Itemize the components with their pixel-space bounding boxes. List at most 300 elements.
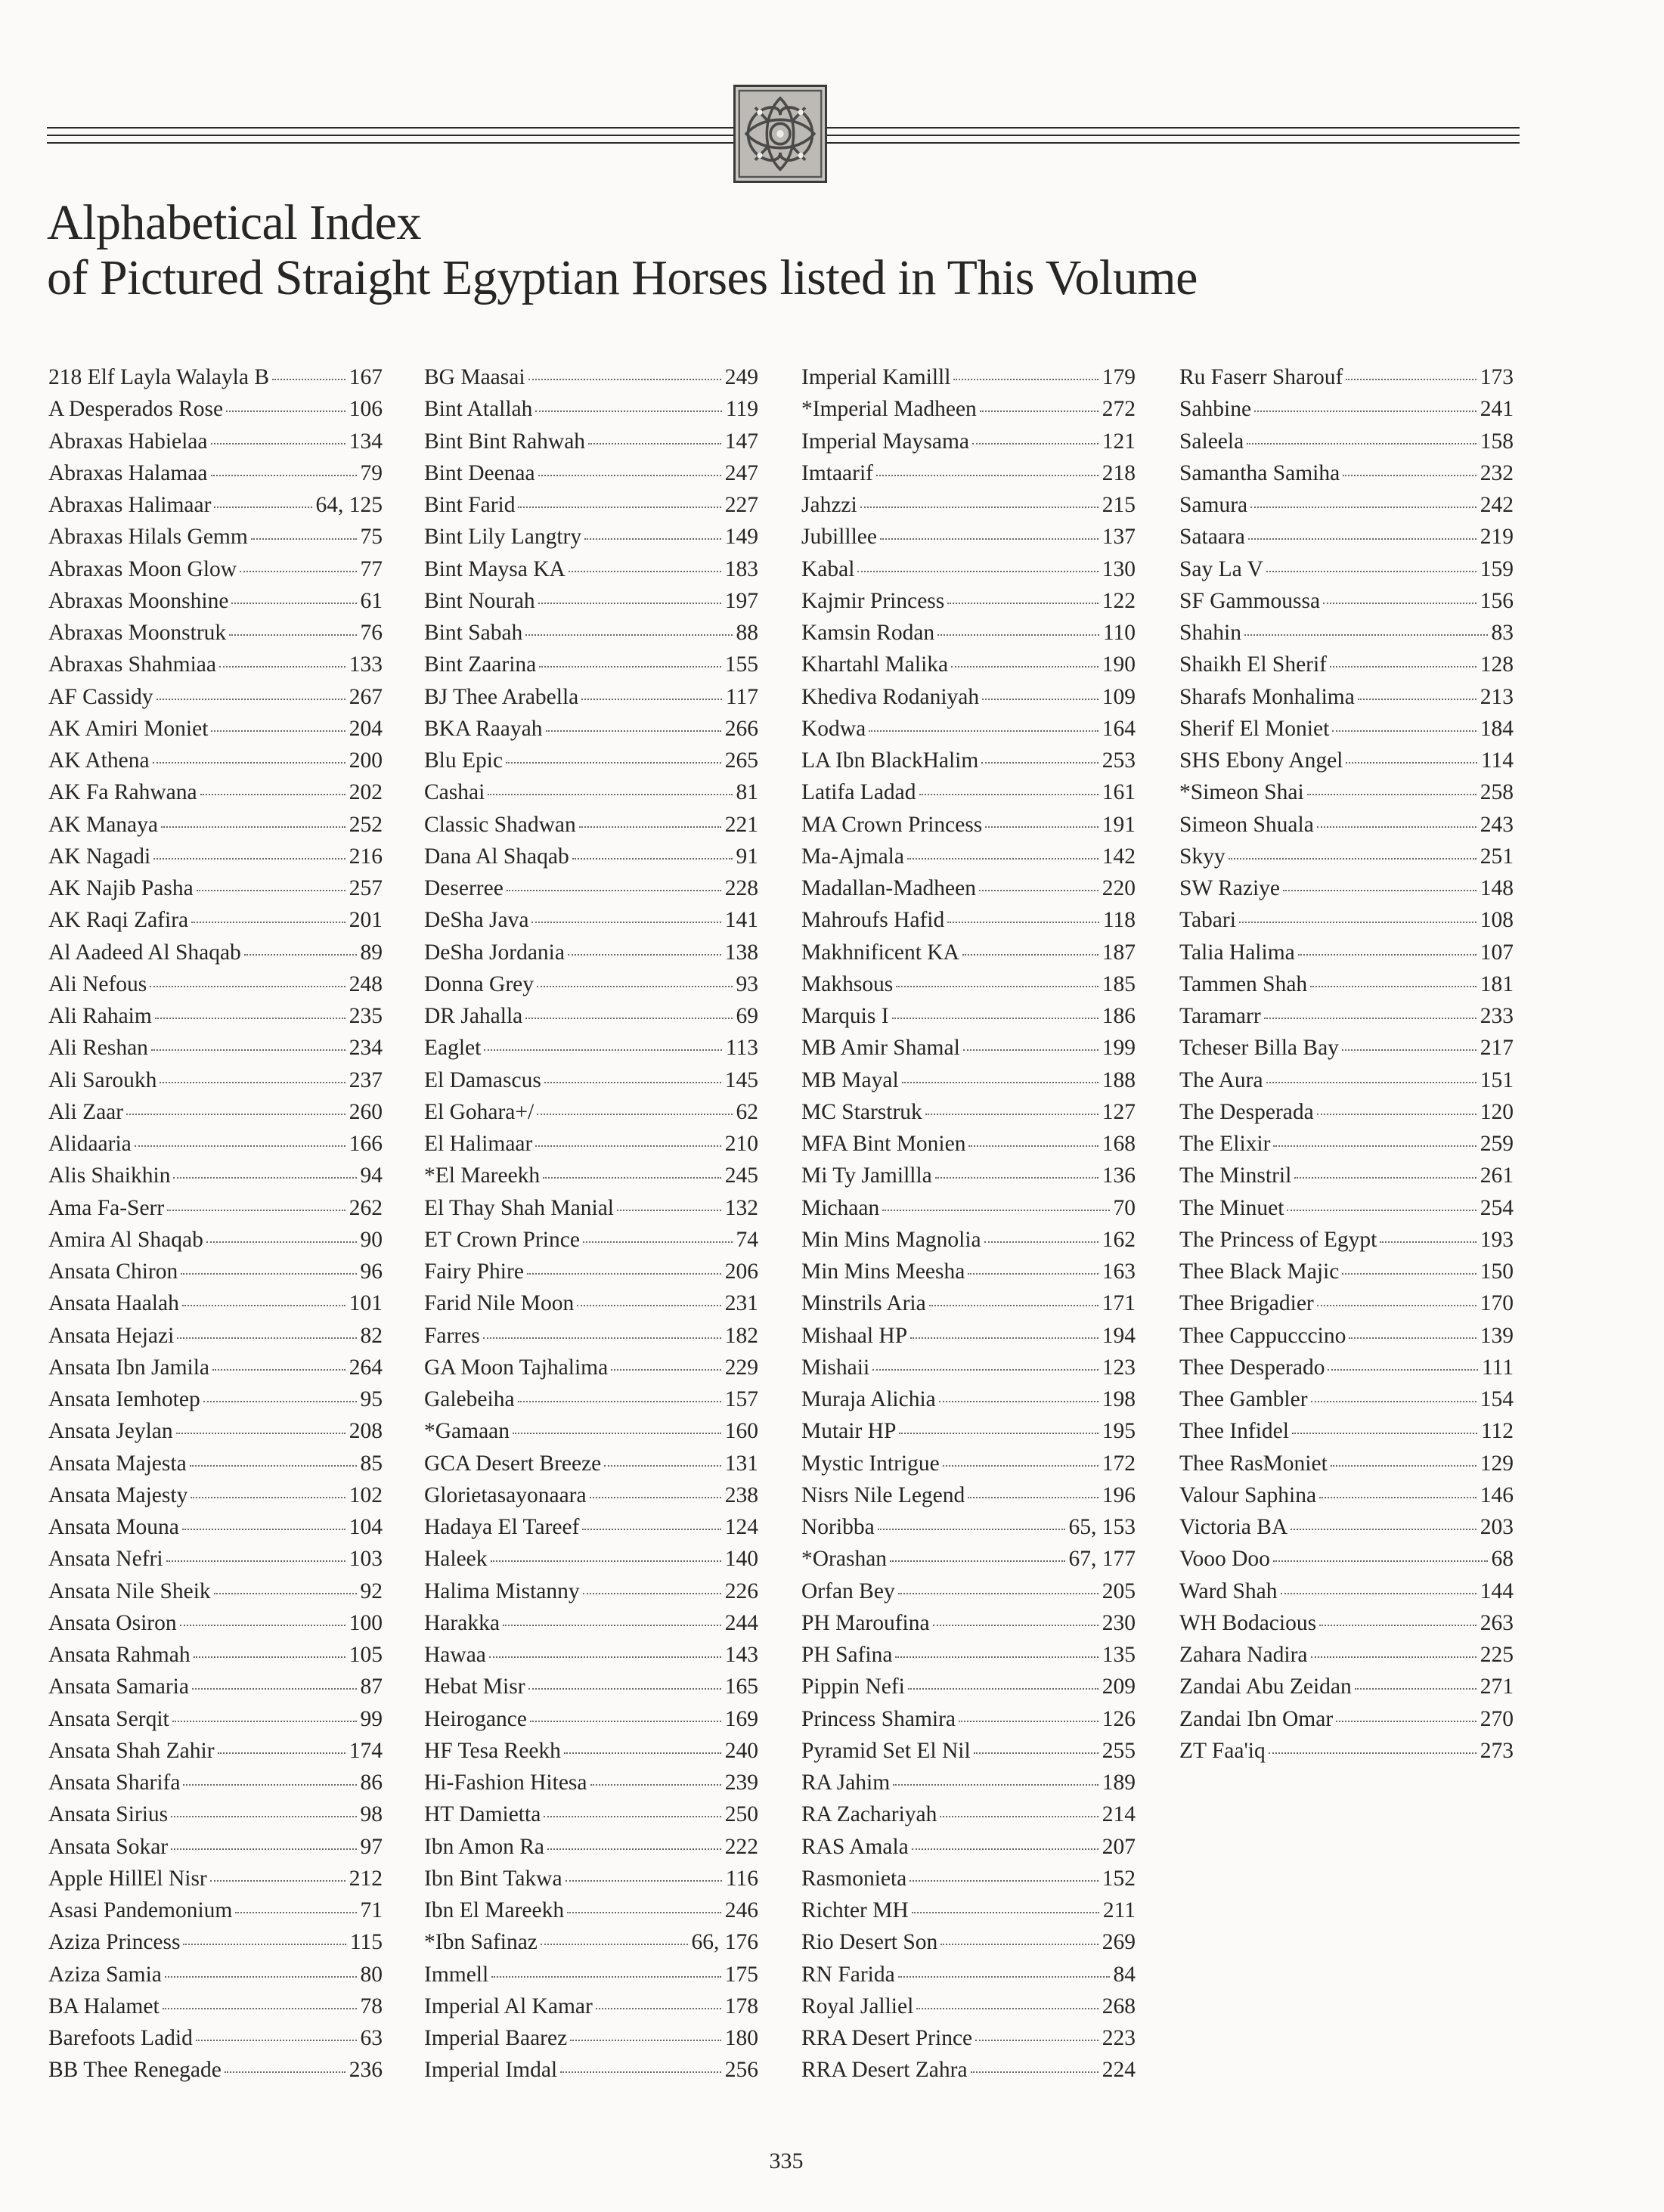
- page-reference: 238: [724, 1482, 758, 1507]
- horse-name: AK Nagadi: [48, 844, 151, 869]
- dot-leader: [203, 1401, 357, 1402]
- page-reference: 146: [1480, 1482, 1514, 1507]
- dot-leader: [525, 634, 732, 636]
- index-entry: [1179, 681, 1514, 713]
- dot-leader: [1358, 699, 1477, 700]
- horse-name: PH Maroufina: [801, 1610, 930, 1635]
- page-reference: 206: [724, 1259, 758, 1284]
- dot-leader: [1343, 475, 1477, 476]
- index-entry: [801, 776, 1136, 808]
- index-entry: [424, 1607, 758, 1639]
- horse-name: Noribba: [801, 1515, 875, 1539]
- page-reference: 175: [724, 1962, 758, 1987]
- page-reference: 108: [1480, 908, 1514, 933]
- horse-name: El Thay Shah Manial: [424, 1195, 614, 1220]
- dot-leader: [1244, 634, 1488, 636]
- dot-leader: [161, 826, 346, 828]
- index-entry: [424, 1128, 758, 1160]
- page-reference: 131: [724, 1451, 758, 1476]
- index-entry: [1179, 713, 1514, 745]
- index-entry: [1179, 617, 1514, 649]
- page-reference: 123: [1102, 1355, 1136, 1380]
- horse-name: Tabari: [1179, 908, 1236, 933]
- index-entry: [424, 1926, 758, 1958]
- dot-leader: [211, 730, 345, 732]
- index-entry: [424, 426, 758, 457]
- horse-name: Heirogance: [424, 1706, 527, 1731]
- page-reference: 84: [1113, 1962, 1136, 1987]
- horse-name: Alis Shaikhin: [48, 1163, 171, 1188]
- index-entry: [424, 649, 758, 680]
- page-reference: 272: [1102, 397, 1136, 422]
- dot-leader: [878, 1529, 1065, 1530]
- horse-name: Ama Fa-Serr: [48, 1195, 165, 1220]
- horse-name: Valour Saphina: [1179, 1482, 1317, 1507]
- dot-leader: [560, 2071, 721, 2073]
- dot-leader: [191, 922, 346, 923]
- horse-name: Donna Grey: [424, 971, 534, 996]
- page-reference: 70: [1113, 1195, 1136, 1220]
- horse-name: The Elixir: [1179, 1132, 1271, 1156]
- horse-name: Mystic Intrigue: [801, 1451, 940, 1476]
- horse-name: Sahbine: [1179, 397, 1252, 422]
- dot-leader: [572, 858, 733, 860]
- horse-name: Thee Gambler: [1179, 1387, 1308, 1411]
- page-reference: 212: [349, 1866, 383, 1891]
- horse-name: Ali Reshan: [48, 1036, 148, 1061]
- dot-leader: [1328, 1369, 1477, 1371]
- horse-name: Mutair HP: [801, 1419, 897, 1444]
- dot-leader: [171, 1848, 356, 1850]
- horse-name: Imperial Kamilll: [801, 365, 951, 389]
- horse-name: RN Farida: [801, 1962, 895, 1987]
- horse-name: Ansata Osiron: [48, 1610, 177, 1635]
- dot-leader: [518, 1401, 721, 1402]
- dot-leader: [1319, 1497, 1477, 1498]
- dot-leader: [583, 1241, 733, 1243]
- page-reference: 269: [1102, 1930, 1136, 1955]
- page-reference: 67, 177: [1068, 1547, 1136, 1572]
- page-reference: 160: [724, 1419, 758, 1444]
- horse-name: BA Halamet: [48, 1994, 160, 2018]
- index-entry: [801, 1352, 1136, 1383]
- page-reference: 214: [1102, 1802, 1136, 1827]
- horse-name: PH Safina: [801, 1643, 893, 1667]
- horse-name: Saleela: [1179, 429, 1244, 454]
- page-reference: 152: [1102, 1866, 1136, 1891]
- page-reference: 85: [360, 1451, 383, 1476]
- horse-name: Ru Faserr Sharouf: [1179, 365, 1343, 389]
- dot-leader: [972, 443, 1098, 445]
- page-reference: 130: [1102, 556, 1136, 581]
- horse-name: Rasmonieta: [801, 1866, 907, 1891]
- page-reference: 242: [1480, 493, 1514, 517]
- page-reference: 133: [349, 652, 383, 677]
- index-entry: [424, 1160, 758, 1191]
- index-entry: [801, 1575, 1136, 1607]
- page-reference: 182: [724, 1323, 758, 1348]
- dot-leader: [1266, 571, 1477, 572]
- dot-leader: [892, 1018, 1098, 1019]
- index-entry: [424, 489, 758, 521]
- index-entry: [1179, 553, 1514, 585]
- horse-name: Imtaarif: [801, 460, 873, 485]
- page-reference: 204: [349, 716, 383, 741]
- horse-name: Richter MH: [801, 1898, 909, 1922]
- index-entry: [801, 1287, 1136, 1319]
- index-entry: [424, 841, 758, 872]
- dot-leader: [1317, 1305, 1477, 1306]
- celtic-knot-ornament-icon: [733, 85, 827, 183]
- page-reference: 89: [360, 940, 383, 965]
- page-reference: 207: [1102, 1834, 1136, 1859]
- index-entry: [1179, 1224, 1514, 1256]
- title-line-1: Alphabetical Index: [47, 195, 421, 250]
- page-reference: 253: [1102, 748, 1136, 773]
- horse-name: Abraxas Hilals Gemm: [48, 525, 248, 550]
- horse-name: Min Mins Magnolia: [801, 1227, 981, 1252]
- index-entry: [801, 968, 1136, 1000]
- page-reference: 217: [1480, 1036, 1514, 1061]
- page-reference: 151: [1480, 1067, 1514, 1092]
- index-entry: [48, 1959, 383, 1990]
- dot-leader: [183, 1944, 346, 1945]
- index-entry: [801, 1383, 1136, 1415]
- dot-leader: [1349, 1337, 1476, 1339]
- page-reference: 179: [1102, 365, 1136, 389]
- index-entry: [424, 713, 758, 745]
- page-reference: 218: [1102, 460, 1136, 485]
- page-reference: 178: [724, 1994, 758, 2018]
- dot-leader: [1342, 1049, 1477, 1051]
- horse-name: Ibn El Mareekh: [424, 1898, 565, 1922]
- page-reference: 230: [1102, 1610, 1136, 1635]
- index-entry: [1179, 841, 1514, 872]
- dot-leader: [935, 1177, 1098, 1179]
- horse-name: GA Moon Tajhalima: [424, 1355, 609, 1380]
- horse-name: The Aura: [1179, 1067, 1263, 1092]
- dot-leader: [537, 1114, 732, 1115]
- index-entry: [424, 1415, 758, 1447]
- index-entry: [1179, 1479, 1514, 1511]
- horse-name: Bint Farid: [424, 493, 516, 517]
- page-reference: 134: [349, 429, 383, 454]
- page-reference: 273: [1480, 1738, 1514, 1763]
- dot-leader: [537, 986, 733, 987]
- dot-leader: [547, 1848, 721, 1850]
- dot-leader: [225, 2071, 346, 2073]
- page-reference: 199: [1102, 1036, 1136, 1061]
- page-reference: 249: [724, 365, 758, 389]
- horse-name: Zandai Ibn Omar: [1179, 1706, 1334, 1731]
- horse-name: Imperial Imdal: [424, 2058, 558, 2083]
- dot-leader: [211, 475, 357, 476]
- page-reference: 83: [1491, 621, 1514, 645]
- dot-leader: [912, 1912, 1099, 1913]
- horse-name: Tammen Shah: [1179, 971, 1308, 996]
- dot-leader: [959, 1721, 1098, 1722]
- index-entry: [48, 1224, 383, 1256]
- index-entry: [801, 1990, 1136, 2022]
- dot-leader: [1317, 826, 1477, 828]
- index-entry: [48, 713, 383, 745]
- horse-name: Mi Ty Jamillla: [801, 1163, 932, 1188]
- dot-leader: [176, 1433, 346, 1434]
- index-entry: [801, 585, 1136, 617]
- index-entry: [801, 1320, 1136, 1352]
- dot-leader: [582, 1529, 720, 1530]
- horse-name: GCA Desert Breeze: [424, 1451, 602, 1476]
- dot-leader: [896, 986, 1098, 987]
- dot-leader: [1323, 603, 1477, 604]
- dot-leader: [488, 794, 732, 795]
- horse-name: Vooo Doo: [1179, 1547, 1270, 1572]
- dot-leader: [584, 538, 721, 540]
- page-reference: 82: [360, 1323, 383, 1348]
- dot-leader: [617, 1210, 721, 1211]
- dot-leader: [150, 986, 345, 987]
- horse-name: Ansata Nefri: [48, 1547, 163, 1572]
- horse-name: El Halimaar: [424, 1132, 533, 1156]
- page-reference: 87: [360, 1674, 383, 1699]
- horse-name: MB Amir Shamal: [801, 1036, 960, 1061]
- index-entry: [48, 745, 383, 776]
- horse-name: Bint Atallah: [424, 397, 533, 422]
- index-entry: [48, 1990, 383, 2022]
- index-entry: [801, 1735, 1136, 1767]
- page-reference: 116: [725, 1866, 758, 1891]
- dot-leader: [1281, 1593, 1477, 1594]
- horse-name: RA Jahim: [801, 1771, 891, 1795]
- index-entry: [1179, 1671, 1514, 1702]
- horse-name: DeSha Java: [424, 908, 529, 933]
- index-entry: [801, 1671, 1136, 1702]
- page-reference: 114: [1480, 748, 1514, 773]
- horse-name: Hebat Misr: [424, 1674, 525, 1699]
- dot-leader: [483, 1337, 721, 1339]
- page-reference: 148: [1480, 876, 1514, 900]
- dot-leader: [979, 890, 1098, 891]
- dot-leader: [982, 699, 1098, 700]
- page-reference: 143: [724, 1643, 758, 1667]
- dot-leader: [535, 410, 721, 412]
- index-entry: [801, 1479, 1136, 1511]
- dot-leader: [1294, 1177, 1476, 1179]
- index-entry: [48, 841, 383, 872]
- index-entry: [801, 1448, 1136, 1479]
- horse-name: Ansata Iemhotep: [48, 1387, 200, 1411]
- dot-leader: [491, 1560, 721, 1562]
- horse-name: Ma-Ajmala: [801, 844, 904, 869]
- page-reference: 63: [360, 2026, 383, 2050]
- index-entry: [424, 1831, 758, 1863]
- index-entry: [424, 1320, 758, 1352]
- title-line-2: of Pictured Straight Egyptian Horses listed in This Volume: [47, 250, 1198, 305]
- horse-name: Ansata Majesta: [48, 1451, 187, 1476]
- horse-name: Kamsin Rodan: [801, 621, 935, 645]
- index-entry: [424, 361, 758, 393]
- dot-leader: [507, 890, 721, 891]
- page-reference: 256: [724, 2058, 758, 2083]
- dot-leader: [569, 571, 721, 572]
- page-reference: 196: [1102, 1482, 1136, 1507]
- page-reference: 93: [736, 971, 758, 996]
- index-entry: [48, 2022, 383, 2054]
- index-entry: [48, 1192, 383, 1224]
- index-entry: [424, 1959, 758, 1990]
- dot-leader: [893, 1784, 1098, 1786]
- horse-name: El Damascus: [424, 1067, 541, 1092]
- index-entry: [1179, 1703, 1514, 1735]
- dot-leader: [1273, 1560, 1488, 1562]
- page-reference: 194: [1102, 1323, 1136, 1348]
- horse-name: Harakka: [424, 1610, 500, 1635]
- index-entry: [1179, 393, 1514, 425]
- index-entry: [801, 393, 1136, 425]
- dot-leader: [1311, 1401, 1477, 1402]
- index-entry: [48, 426, 383, 457]
- dot-leader: [211, 443, 346, 445]
- dot-leader: [489, 1656, 721, 1658]
- horse-name: Ansata Serqit: [48, 1706, 169, 1731]
- page-reference: 112: [1480, 1419, 1514, 1444]
- dot-leader: [177, 1337, 356, 1339]
- dot-leader: [218, 1752, 346, 1754]
- horse-name: Ansata Majesty: [48, 1482, 188, 1507]
- dot-leader: [214, 507, 311, 508]
- dot-leader: [153, 762, 346, 764]
- dot-leader: [126, 1114, 346, 1115]
- page-reference: 184: [1480, 716, 1514, 741]
- dot-leader: [210, 1880, 346, 1882]
- horse-name: Shahin: [1179, 621, 1241, 645]
- dot-leader: [135, 1145, 346, 1147]
- index-entry: [48, 968, 383, 1000]
- index-entry: [48, 1639, 383, 1671]
- index-entry: [424, 393, 758, 425]
- page-reference: 237: [349, 1067, 383, 1092]
- page-reference: 118: [1102, 908, 1136, 933]
- dot-leader: [194, 1656, 346, 1658]
- horse-name: Abraxas Moonstruk: [48, 621, 227, 645]
- page-reference: 271: [1480, 1674, 1514, 1699]
- page-reference: 94: [360, 1163, 383, 1188]
- page-title: [47, 195, 1198, 305]
- page-reference: 267: [349, 684, 383, 709]
- index-entry: [1179, 1383, 1514, 1415]
- horse-name: BB Thee Renegade: [48, 2058, 222, 2083]
- page-reference: 61: [360, 588, 383, 613]
- horse-name: MB Mayal: [801, 1067, 899, 1092]
- index-entry: [1179, 745, 1514, 776]
- index-entry: [424, 1798, 758, 1830]
- horse-name: HT Damietta: [424, 1802, 541, 1827]
- horse-name: Shaikh El Sherif: [1179, 652, 1328, 677]
- horse-name: Classic Shadwan: [424, 812, 576, 837]
- index-entry: [801, 1894, 1136, 1926]
- horse-name: Hadaya El Tareef: [424, 1515, 580, 1539]
- index-entry: [801, 1096, 1136, 1128]
- index-entry: [424, 1224, 758, 1256]
- horse-name: RRA Desert Zahra: [801, 2058, 968, 2083]
- index-entry: [1179, 968, 1514, 1000]
- index-entry: [424, 1543, 758, 1575]
- index-entry: [48, 1479, 383, 1511]
- index-entry: [48, 521, 383, 553]
- horse-name: Dana Al Shaqab: [424, 844, 569, 869]
- dot-leader: [182, 1305, 346, 1306]
- horse-name: BKA Raayah: [424, 716, 543, 741]
- index-entry: [424, 1448, 758, 1479]
- index-entry: [1179, 1575, 1514, 1607]
- dot-leader: [528, 379, 721, 380]
- page-reference: 266: [724, 716, 758, 741]
- horse-name: Ibn Amon Ra: [424, 1834, 544, 1859]
- page-reference: 167: [349, 365, 383, 389]
- page-reference: 245: [724, 1163, 758, 1188]
- horse-name: Ansata Samaria: [48, 1674, 189, 1699]
- dot-leader: [543, 1177, 721, 1179]
- horse-name: Al Aadeed Al Shaqab: [48, 940, 241, 965]
- horse-name: AK Raqi Zafira: [48, 908, 189, 933]
- index-entry: [48, 1926, 383, 1958]
- index-entry: [801, 1224, 1136, 1256]
- index-entry: [801, 1192, 1136, 1224]
- index-entry: [1179, 1096, 1514, 1128]
- dot-leader: [590, 1784, 721, 1786]
- horse-name: Rio Desert Son: [801, 1930, 938, 1955]
- dot-leader: [869, 730, 1098, 732]
- horse-name: Ali Nefous: [48, 971, 147, 996]
- dot-leader: [191, 1497, 345, 1498]
- dot-leader: [1307, 794, 1477, 795]
- horse-name: Ali Zaar: [48, 1099, 124, 1124]
- page-reference: 239: [724, 1771, 758, 1795]
- dot-leader: [151, 1049, 346, 1051]
- page-reference: 215: [1102, 493, 1136, 517]
- index-entry: [424, 521, 758, 553]
- dot-leader: [910, 1337, 1098, 1339]
- horse-name: SHS Ebony Angel: [1179, 748, 1343, 773]
- index-entry: [801, 649, 1136, 680]
- index-entry: [801, 1511, 1136, 1543]
- index-entry: [48, 809, 383, 841]
- horse-name: SW Raziye: [1179, 876, 1280, 900]
- horse-name: Kabal: [801, 556, 855, 581]
- dot-leader: [251, 538, 357, 540]
- index-entry: [48, 1671, 383, 1702]
- index-entry: [48, 1320, 383, 1352]
- horse-name: ZT Faa'iq: [1179, 1738, 1266, 1763]
- page-reference: 189: [1102, 1771, 1136, 1795]
- dot-leader: [925, 1114, 1098, 1115]
- index-entry: [801, 2022, 1136, 2054]
- horse-name: Thee Black Majic: [1179, 1259, 1340, 1284]
- horse-name: Alidaaria: [48, 1132, 132, 1156]
- horse-name: Ansata Sharifa: [48, 1771, 181, 1795]
- horse-name: *Gamaan: [424, 1419, 510, 1444]
- dot-leader: [155, 1018, 346, 1019]
- dot-leader: [538, 475, 721, 476]
- index-entry: [48, 1607, 383, 1639]
- dot-leader: [596, 2008, 721, 2009]
- page-reference: 142: [1102, 844, 1136, 869]
- dot-leader: [940, 1944, 1098, 1945]
- index-entry: [1179, 1511, 1514, 1543]
- page-reference: 78: [360, 1994, 383, 2018]
- index-entry: [801, 1256, 1136, 1287]
- index-entry: [424, 1064, 758, 1096]
